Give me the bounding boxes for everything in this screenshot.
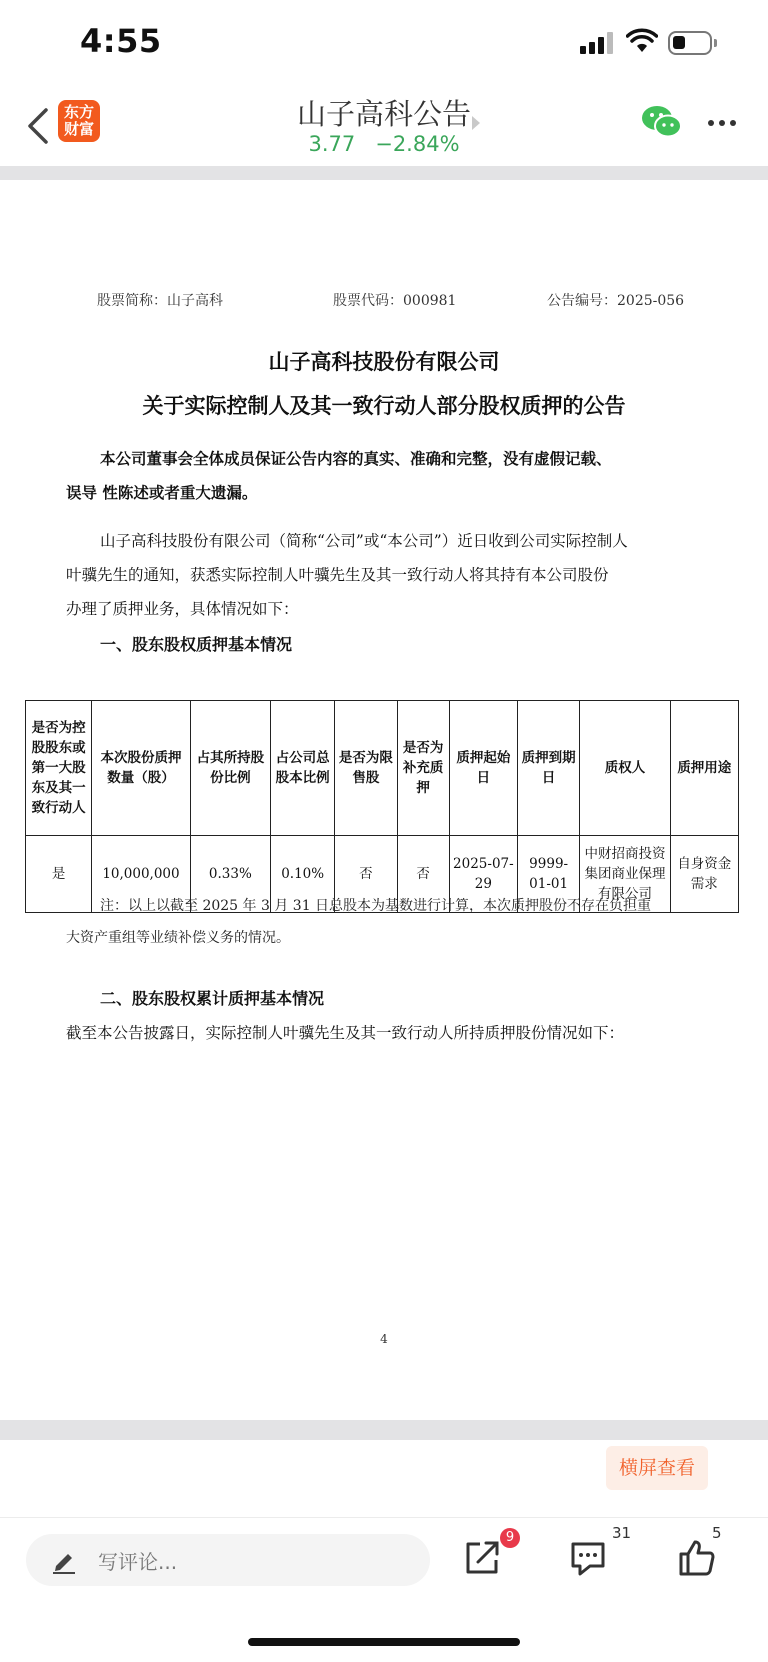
- column-header: 是否为补充质押: [397, 701, 449, 836]
- table-cell: 10,000,000: [92, 836, 190, 913]
- wechat-share-icon[interactable]: [640, 104, 684, 140]
- column-header: 占公司总股本比例: [271, 701, 335, 836]
- intro-line3: 办理了质押业务，具体情况如下：: [66, 600, 299, 618]
- board-statement-line2: 误导 性陈述或者重大遗漏。: [66, 483, 258, 502]
- table-cell: 否: [397, 836, 449, 913]
- table-note-line1: 注：以上以截至 2025 年 3 月 31 日总股本为基数进行计算，本次质押股份不存在负担重: [100, 898, 652, 914]
- section2-text: 截至本公告披露日，实际控制人叶骥先生及其一致行动人所持质押股份情况如下：: [66, 1024, 625, 1042]
- table-cell: 0.33%: [190, 836, 270, 913]
- home-indicator[interactable]: [248, 1638, 520, 1646]
- status-time: 4:55: [80, 22, 162, 60]
- comment-input[interactable]: [26, 1534, 430, 1586]
- column-header: 本次股份质押数量（股）: [92, 701, 190, 836]
- comment-placeholder: 写评论...: [98, 1550, 178, 1574]
- table-note-line2: 大资产重组等业绩补偿义务的情况。: [66, 930, 290, 946]
- intro-line1: 山子高科技股份有限公司（简称“公司”或“本公司”）近日收到公司实际控制人: [100, 532, 628, 550]
- top-divider: [0, 166, 768, 180]
- document-title-subject: 关于实际控制人及其一致行动人部分股权质押的公告: [142, 393, 626, 418]
- bottom-divider: [0, 1420, 768, 1440]
- column-header: 质押用途: [670, 701, 738, 836]
- cellular-signal-icon: [580, 32, 614, 54]
- comment-icon[interactable]: [568, 1538, 608, 1578]
- comment-count: 31: [612, 1524, 632, 1542]
- wifi-icon: [626, 28, 658, 54]
- document-title-company: 山子高科技股份有限公司: [268, 349, 500, 374]
- page-number: 4: [380, 1332, 388, 1346]
- notice-number: 公告编号：2025-056: [547, 293, 685, 309]
- table-header-row: [26, 701, 739, 836]
- column-header: 质权人: [580, 701, 670, 836]
- column-header: 是否为控股股东或第一大股东及其一致行动人: [26, 701, 92, 836]
- status-bar: [0, 0, 768, 88]
- battery-icon: [668, 31, 712, 55]
- pencil-icon: [50, 1548, 78, 1574]
- stock-change: −2.84%: [375, 132, 460, 156]
- more-options-icon[interactable]: [708, 120, 738, 128]
- column-header: 是否为限售股: [335, 701, 397, 836]
- stock-code: 股票代码：000981: [333, 293, 457, 309]
- bottom-action-bar: [0, 1517, 768, 1608]
- column-header: 质押到期日: [518, 701, 580, 836]
- section-heading-1: 一、股东股权质押基本情况: [100, 635, 293, 654]
- announcement-document: [0, 180, 768, 1420]
- logo-line1: 东方: [63, 103, 94, 121]
- table-cell: 是: [26, 836, 92, 913]
- title-arrow-icon[interactable]: [472, 116, 480, 130]
- table-cell: 否: [335, 836, 397, 913]
- table-cell: 中财招商投资集团商业保理有限公司: [580, 836, 670, 913]
- landscape-view-button[interactable]: 横屏查看: [606, 1446, 708, 1490]
- table-cell: 2025-07-29: [449, 836, 517, 913]
- page-title[interactable]: 山子高科公告: [296, 97, 471, 131]
- table-cell: 0.10%: [271, 836, 335, 913]
- pledge-table: [25, 700, 739, 913]
- stock-short-name: 股票简称：山子高科: [97, 293, 223, 309]
- like-thumb-icon[interactable]: [677, 1538, 717, 1578]
- like-count: 5: [712, 1524, 722, 1542]
- logo-line2: 财富: [63, 120, 94, 138]
- column-header: 质押起始日: [449, 701, 517, 836]
- table-cell: 9999-01-01: [518, 836, 580, 913]
- intro-line2: 叶骥先生的通知，获悉实际控制人叶骥先生及其一致行动人将其持有本公司股份: [66, 566, 609, 584]
- app-header: [0, 88, 768, 166]
- board-statement-line1: 本公司董事会全体成员保证公告内容的真实、准确和完整，没有虚假记载、: [100, 449, 612, 468]
- share-badge: 9: [500, 1528, 520, 1548]
- stock-price: 3.77: [308, 132, 356, 156]
- share-icon[interactable]: [462, 1538, 502, 1578]
- section-heading-2: 二、股东股权累计质押基本情况: [100, 989, 325, 1008]
- table-cell: 自身资金需求: [670, 836, 738, 913]
- column-header: 占其所持股份比例: [190, 701, 270, 836]
